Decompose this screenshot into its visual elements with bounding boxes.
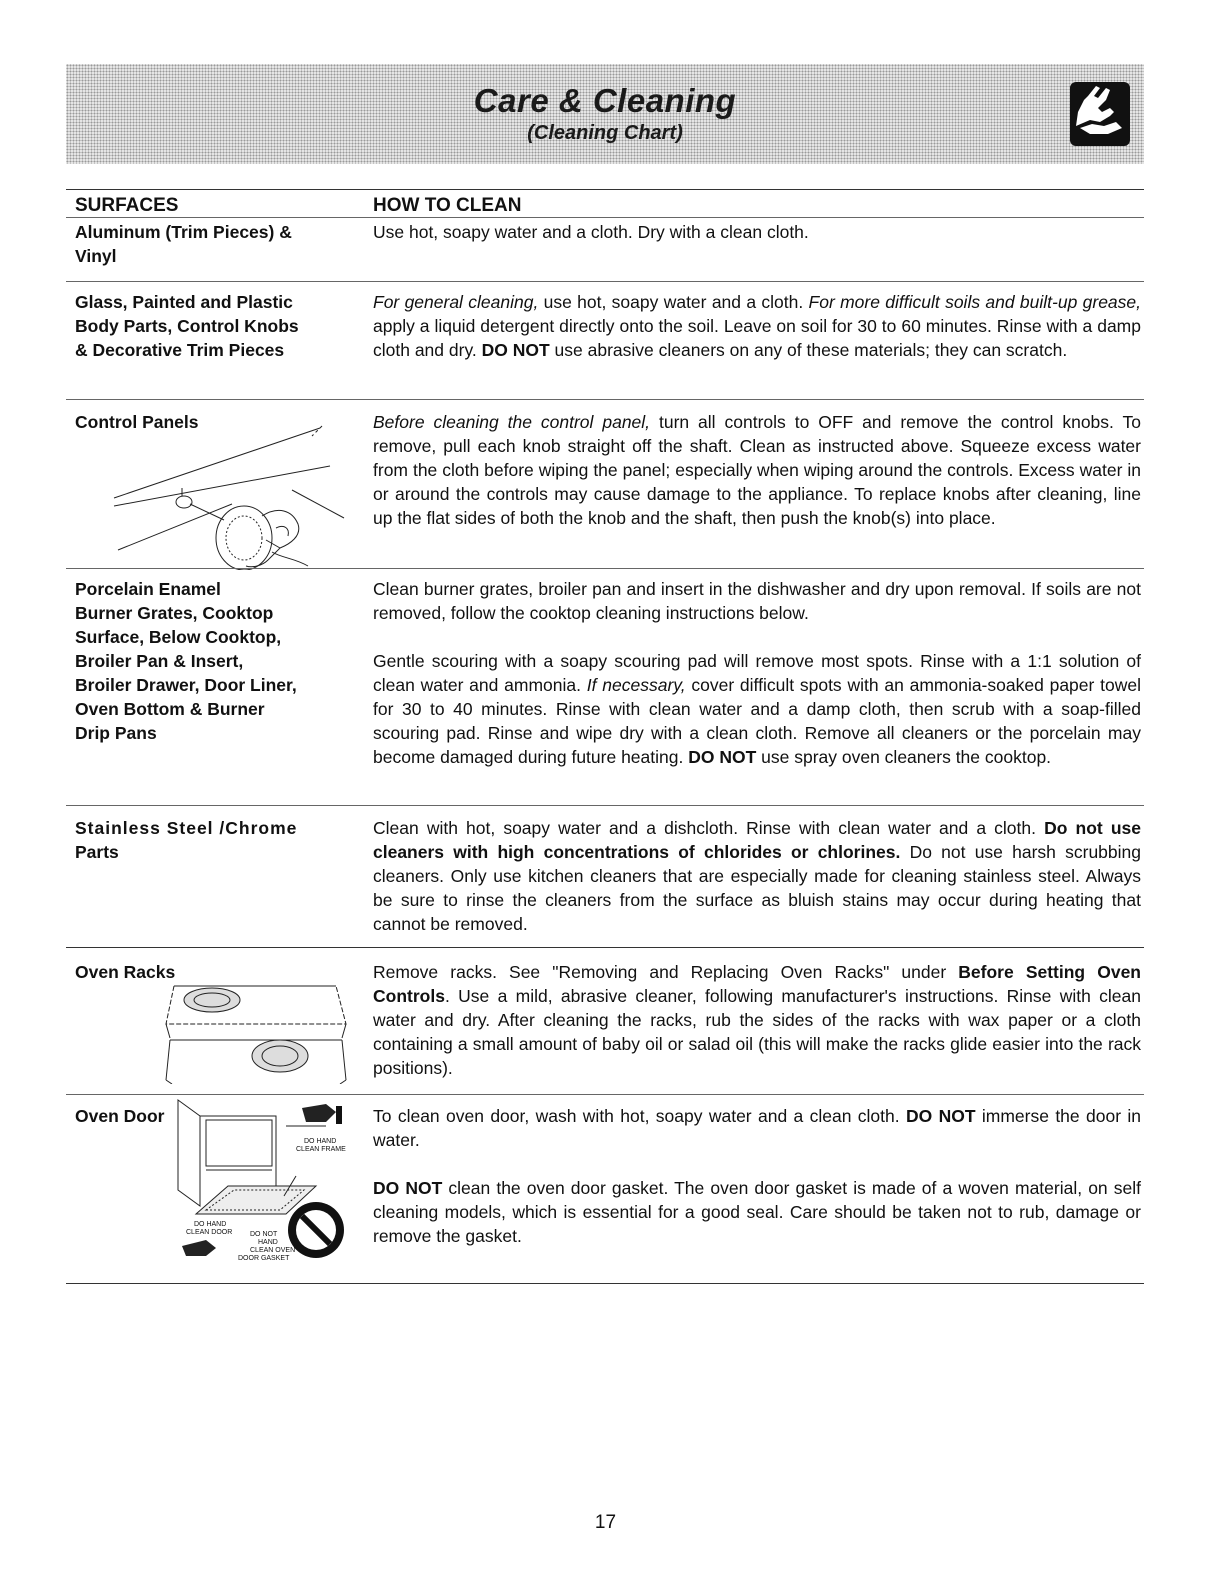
row-divider: [66, 1094, 1144, 1095]
label-do-hand-frame: DO HAND: [304, 1138, 337, 1145]
table-top-rule: [66, 189, 1144, 190]
label-clean-oven: CLEAN OVEN: [250, 1247, 296, 1254]
how-oven-door: To clean oven door, wash with hot, soapy water and a clean cloth. DO NOT immerse the door in water. DO NOT clean the oven door gasket. The oven door gasket is made of a woven material, on self cleaning models, which is essential for a good seal. Care should be taken not to rub, damage or remove the gasket.: [373, 1106, 1141, 1246]
surface-oven-racks: Oven Racks: [75, 962, 176, 982]
how-oven-racks: Remove racks. See "Removing and Replacing Oven Racks" under Before Setting Oven Controls. Use a mild, abrasive cleaner, following manufacturer's instructions. Rinse with clean water and dry. After cleaning the racks, rub the sides of the racks with wax paper or a cloth containing a small amount of baby oil or salad oil (this will make the racks glide easier into the rack positions).: [373, 962, 1141, 1078]
oven-racks-illustration: [160, 980, 350, 1084]
surface-stainless-steel: Stainless Steel /Chrome Parts: [75, 818, 298, 862]
header-rule: [66, 217, 1144, 218]
control-knob-illustration: [112, 420, 348, 570]
surface-oven-door: Oven Door: [75, 1106, 165, 1126]
how-aluminum: Use hot, soapy water and a cloth. Dry with a clean cloth.: [373, 222, 809, 242]
row-divider: [66, 399, 1144, 400]
row-divider: [66, 947, 1144, 948]
surface-porcelain-enamel: Porcelain Enamel Burner Grates, Cooktop Surface, Below Cooktop, Broiler Pan & Insert, Broiler Drawer, Door Liner, Oven Bottom & Burner Drip Pans: [75, 579, 297, 743]
label-do-not: DO NOT: [250, 1231, 278, 1238]
label-clean-door: CLEAN DOOR: [186, 1229, 233, 1236]
no-symbol-icon: [288, 1202, 344, 1258]
column-header-surfaces: SURFACES: [75, 195, 179, 216]
how-stainless-steel: Clean with hot, soapy water and a dishcloth. Rinse with clean water and a cloth. Do not use cleaners with high concentrations of chlorides or chlorines. Do not use harsh scrubbing cleaners. Only use kitchen cleaners that are especially made for cleaning stainless steel. Always be sure to rinse the cleaners from the surface as bluish stains may occur during heating that cannot be removed.: [373, 818, 1141, 934]
how-control-panels: Before cleaning the control panel, turn all controls to OFF and remove the control knobs. To remove, pull each knob straight off the shaft. Clean as instructed above. Squeeze excess water from the cloth before wiping the panel; especially when wiping around the controls. Excess water in or around the controls may cause damage to the appliance. To replace knobs after cleaning, line up the flat sides of both the knob and the shaft, then push the knob(s) into place.: [373, 412, 1141, 528]
column-header-how-to-clean: HOW TO CLEAN: [373, 195, 522, 216]
label-door-gasket: DOOR GASKET: [238, 1255, 290, 1262]
surface-glass-painted-plastic: Glass, Painted and Plastic Body Parts, Control Knobs & Decorative Trim Pieces: [75, 292, 299, 360]
row-divider: [66, 281, 1144, 282]
page-number: 17: [594, 1512, 617, 1533]
surface-control-panels: Control Panels: [75, 412, 199, 432]
label-hand: HAND: [258, 1239, 278, 1246]
label-clean-frame: CLEAN FRAME: [296, 1146, 346, 1153]
row-divider: [66, 568, 1144, 569]
oven-door-illustration: [176, 1096, 352, 1282]
how-glass-painted-plastic: For general cleaning, use hot, soapy water and a cloth. For more difficult soils and built-up grease, apply a liquid detergent directly onto the soil. Leave on soil for 30 to 60 minutes. Rinse with a damp cloth and dry. DO NOT use abrasive cleaners on any of these materials; they can scratch.: [373, 292, 1141, 360]
table-bottom-rule: [66, 1283, 1144, 1284]
label-do-hand-door: DO HAND: [194, 1221, 227, 1228]
cleaning-hand-icon: [1070, 82, 1130, 146]
surface-aluminum: Aluminum (Trim Pieces) & Vinyl: [75, 222, 292, 266]
how-porcelain-enamel: Clean burner grates, broiler pan and insert in the dishwasher and dry upon removal. If soils are not removed, follow the cooktop cleaning instructions below. Gentle scouring with a soapy scouring pad will remove most spots. Rinse with a 1:1 solution of clean water and ammonia. If necessary, cover difficult spots with an ammonia-soaked paper towel for 30 to 40 minutes. Rinse with clean water and a damp cloth, then scrub with a soap-filled scouring pad. Rinse and wipe dry with a clean cloth. Remove all cleaners or the porcelain may become damaged during future heating. DO NOT use spray oven cleaners the cooktop.: [373, 579, 1141, 767]
header-banner: [66, 64, 1144, 164]
row-divider: [66, 805, 1144, 806]
page-title: Care & Cleaning: [473, 82, 737, 119]
page-subtitle: (Cleaning Chart): [527, 122, 683, 144]
